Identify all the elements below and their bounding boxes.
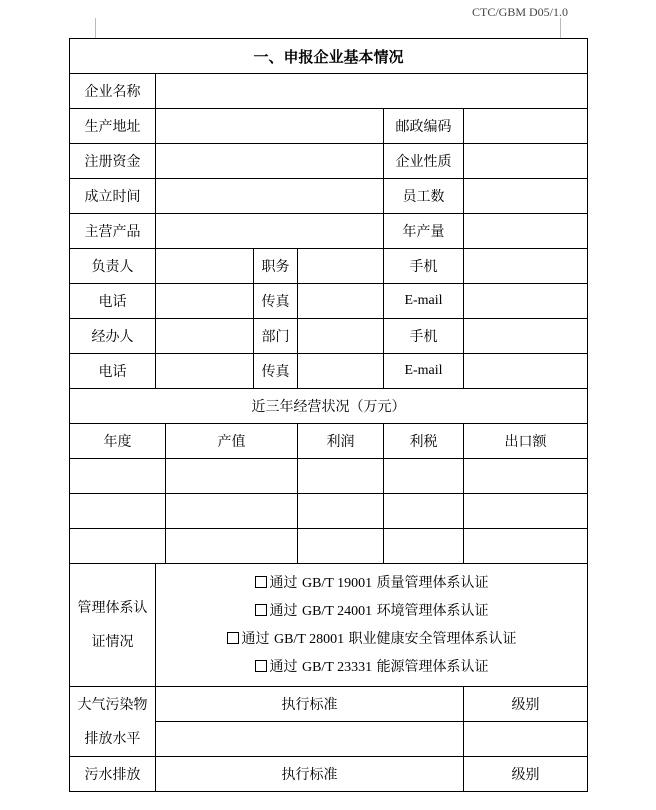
person-in-charge-label: 负责人 — [70, 249, 156, 284]
products-row — [70, 214, 588, 249]
cert-code: GB/T 24001 — [301, 604, 373, 619]
contact-row-2 — [70, 354, 588, 389]
air-emissions-label-line2: 排放水平 — [84, 730, 141, 747]
mobile-field[interactable] — [464, 249, 588, 284]
air-emissions-label-line1: 大气污染物 — [77, 696, 148, 713]
cert-prefix: 通过 — [269, 659, 298, 675]
position-label: 职务 — [254, 249, 298, 284]
section-title-row — [70, 39, 588, 74]
phone-field-2[interactable] — [156, 354, 254, 389]
operations-data-row — [70, 459, 588, 494]
col-year-header: 年度 — [70, 424, 166, 459]
checkbox-icon[interactable] — [227, 632, 239, 644]
certification-label-line1: 管理体系认 — [77, 600, 148, 616]
founding-time-label: 成立时间 — [70, 179, 156, 214]
company-name-field[interactable] — [156, 74, 588, 109]
main-products-field[interactable] — [156, 214, 384, 249]
col-output-value-header: 产值 — [166, 424, 298, 459]
profit-cell[interactable] — [298, 494, 384, 529]
year-cell[interactable] — [70, 459, 166, 494]
profit-tax-cell[interactable] — [384, 494, 464, 529]
company-info-form — [69, 38, 588, 792]
certification-label-line2: 证情况 — [91, 634, 134, 650]
postal-code-label: 邮政编码 — [384, 109, 464, 144]
person-in-charge-field[interactable] — [156, 249, 254, 284]
air-standard-field[interactable] — [156, 722, 464, 757]
position-field[interactable] — [298, 249, 384, 284]
email-field-2[interactable] — [464, 354, 588, 389]
cert-item-iso50001[interactable] — [156, 653, 587, 681]
profit-cell[interactable] — [298, 529, 384, 564]
certification-list — [156, 564, 588, 687]
checkbox-icon[interactable] — [255, 660, 267, 672]
email-label-2: E-mail — [384, 354, 464, 389]
handler-row — [70, 319, 588, 354]
cert-item-iso9001[interactable] — [156, 569, 587, 597]
operations-title: 近三年经营状况（万元） — [70, 389, 588, 424]
operations-data-row — [70, 529, 588, 564]
document-id: CTC/GBM D05/1.0 — [472, 5, 569, 19]
department-field[interactable] — [298, 319, 384, 354]
phone-field[interactable] — [156, 284, 254, 319]
cert-item-iso14001[interactable] — [156, 597, 587, 625]
col-export-header: 出口额 — [464, 424, 588, 459]
email-label: E-mail — [384, 284, 464, 319]
water-level-header: 级别 — [464, 757, 588, 792]
production-address-field[interactable] — [156, 109, 384, 144]
cert-code: GB/T 28001 — [273, 632, 345, 647]
company-nature-field[interactable] — [464, 144, 588, 179]
export-cell[interactable] — [464, 459, 588, 494]
cert-text: 环境管理体系认证 — [376, 603, 489, 619]
air-level-header: 级别 — [464, 687, 588, 722]
person-in-charge-row — [70, 249, 588, 284]
annual-output-label: 年产量 — [384, 214, 464, 249]
registered-capital-field[interactable] — [156, 144, 384, 179]
mobile-label: 手机 — [384, 249, 464, 284]
cert-prefix: 通过 — [269, 603, 298, 619]
corner-mark-left — [95, 18, 96, 38]
postal-code-field[interactable] — [464, 109, 588, 144]
cert-prefix: 通过 — [269, 575, 298, 591]
water-standard-header: 执行标准 — [156, 757, 464, 792]
profit-tax-cell[interactable] — [384, 459, 464, 494]
air-emissions-header-row — [70, 687, 588, 722]
corner-mark-right — [560, 18, 561, 38]
employees-field[interactable] — [464, 179, 588, 214]
company-name-row — [70, 74, 588, 109]
air-emissions-label — [70, 687, 156, 757]
operations-header-row — [70, 424, 588, 459]
department-label: 部门 — [254, 319, 298, 354]
output-value-cell[interactable] — [166, 494, 298, 529]
handler-label: 经办人 — [70, 319, 156, 354]
fax-field[interactable] — [298, 284, 384, 319]
founding-row — [70, 179, 588, 214]
fax-label: 传真 — [254, 284, 298, 319]
phone-label: 电话 — [70, 284, 156, 319]
export-cell[interactable] — [464, 529, 588, 564]
cert-code: GB/T 23331 — [301, 660, 373, 675]
output-value-cell[interactable] — [166, 459, 298, 494]
output-value-cell[interactable] — [166, 529, 298, 564]
mobile-label-2: 手机 — [384, 319, 464, 354]
main-products-label: 主营产品 — [70, 214, 156, 249]
checkbox-icon[interactable] — [255, 576, 267, 588]
cert-item-ohsas18001[interactable] — [156, 625, 587, 653]
cert-text: 职业健康安全管理体系认证 — [348, 631, 517, 647]
fax-field-2[interactable] — [298, 354, 384, 389]
fax-label-2: 传真 — [254, 354, 298, 389]
operations-data-row — [70, 494, 588, 529]
certification-label — [70, 564, 156, 687]
cert-prefix: 通过 — [241, 631, 270, 647]
mobile-field-2[interactable] — [464, 319, 588, 354]
phone-label-2: 电话 — [70, 354, 156, 389]
col-profit-header: 利润 — [298, 424, 384, 459]
certification-row — [70, 564, 588, 687]
address-row — [70, 109, 588, 144]
company-name-label: 企业名称 — [70, 74, 156, 109]
water-emissions-row — [70, 757, 588, 792]
employees-label: 员工数 — [384, 179, 464, 214]
capital-row — [70, 144, 588, 179]
handler-field[interactable] — [156, 319, 254, 354]
water-emissions-label: 污水排放 — [70, 757, 156, 792]
profit-cell[interactable] — [298, 459, 384, 494]
year-cell[interactable] — [70, 494, 166, 529]
cert-text: 质量管理体系认证 — [376, 575, 489, 591]
operations-title-row — [70, 389, 588, 424]
production-address-label: 生产地址 — [70, 109, 156, 144]
air-level-field[interactable] — [464, 722, 588, 757]
year-cell[interactable] — [70, 529, 166, 564]
profit-tax-cell[interactable] — [384, 529, 464, 564]
registered-capital-label: 注册资金 — [70, 144, 156, 179]
export-cell[interactable] — [464, 494, 588, 529]
cert-code: GB/T 19001 — [301, 576, 373, 591]
founding-time-field[interactable] — [156, 179, 384, 214]
col-profit-tax-header: 利税 — [384, 424, 464, 459]
air-standard-header: 执行标准 — [156, 687, 464, 722]
section-title: 一、申报企业基本情况 — [70, 39, 588, 74]
annual-output-field[interactable] — [464, 214, 588, 249]
checkbox-icon[interactable] — [255, 604, 267, 616]
contact-row-1 — [70, 284, 588, 319]
cert-text: 能源管理体系认证 — [376, 659, 489, 675]
email-field[interactable] — [464, 284, 588, 319]
company-nature-label: 企业性质 — [384, 144, 464, 179]
